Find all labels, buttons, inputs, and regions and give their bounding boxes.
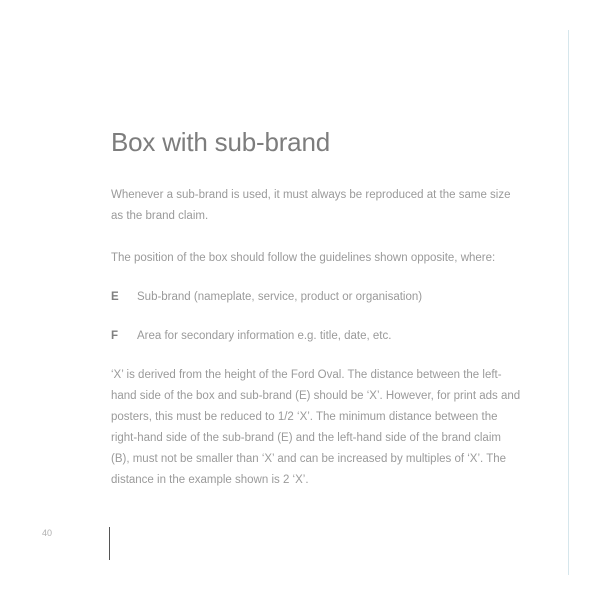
- list-item-f: [111, 326, 521, 347]
- right-margin-rule: [568, 30, 569, 575]
- body-content: [111, 185, 521, 491]
- item-text: Area for secondary information e.g. title, date, etc.: [137, 330, 392, 342]
- page-number-rule: [109, 527, 110, 560]
- page-number: 40: [42, 528, 53, 538]
- list-item-e: [111, 287, 521, 308]
- intro-paragraph: Whenever a sub-brand is used, it must always be reproduced at the same size as the brand claim.: [111, 189, 511, 222]
- item-key: E: [111, 291, 119, 303]
- page-title: Box with sub-brand: [111, 127, 330, 157]
- item-text: Sub-brand (nameplate, service, product or organisation): [137, 291, 423, 303]
- x-explanation-paragraph: ‘X’ is derived from the height of the Ford Oval. The distance between the left-hand side of the box and sub-brand (E) should be ‘X’. However, for print ads and posters, this must be reduced to 1/2 ‘X’. The minimum distance between the right-hand side of the sub-brand (E) and the left-hand side of the brand claim (B), must not be smaller than ‘X’ and can be increased by multiples of ‘X’. The distance in the example shown is 2 ‘X’.: [111, 369, 521, 486]
- item-key: F: [111, 330, 119, 342]
- guidelines-paragraph: The position of the box should follow the guidelines shown opposite, where:: [111, 252, 496, 264]
